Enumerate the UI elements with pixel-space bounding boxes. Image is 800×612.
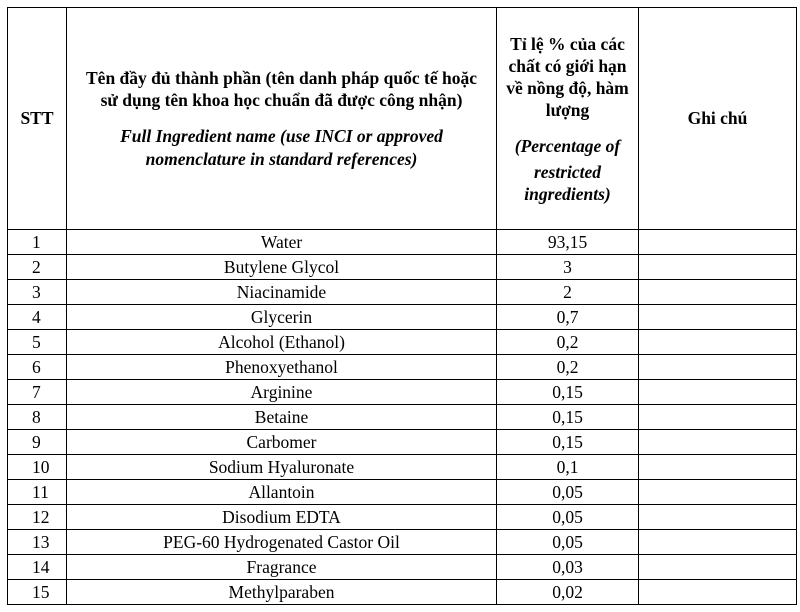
cell-note: [639, 480, 797, 505]
cell-ingredient-name: Carbomer: [67, 430, 497, 455]
cell-ingredient-name: Niacinamide: [67, 280, 497, 305]
header-ingredient-name-en: Full Ingredient name (use INCI or approved nomenclature in standard references): [120, 125, 443, 169]
table-header: [8, 8, 797, 230]
cell-note: [639, 580, 797, 605]
table-row: [8, 505, 797, 530]
table-row: [8, 355, 797, 380]
cell-note: [639, 380, 797, 405]
header-row: [8, 8, 797, 230]
cell-percentage: 0,05: [497, 480, 639, 505]
cell-ingredient-name: Water: [67, 230, 497, 255]
table-row: [8, 405, 797, 430]
cell-stt: 5: [8, 330, 67, 355]
cell-percentage: 0,1: [497, 455, 639, 480]
cell-ingredient-name: PEG-60 Hydrogenated Castor Oil: [67, 530, 497, 555]
table-body: [8, 230, 797, 605]
cell-percentage: 93,15: [497, 230, 639, 255]
table-row: [8, 530, 797, 555]
header-percentage: [497, 8, 639, 230]
cell-percentage: 0,2: [497, 330, 639, 355]
table-row: [8, 480, 797, 505]
cell-stt: 7: [8, 380, 67, 405]
cell-stt: 14: [8, 555, 67, 580]
table-row: [8, 580, 797, 605]
cell-note: [639, 555, 797, 580]
cell-stt: 1: [8, 230, 67, 255]
cell-stt: 9: [8, 430, 67, 455]
header-stt: STT: [8, 8, 67, 230]
cell-note: [639, 230, 797, 255]
header-percentage-en-line1: (Percentage of: [514, 135, 621, 156]
cell-ingredient-name: Butylene Glycol: [67, 255, 497, 280]
cell-percentage: 0,02: [497, 580, 639, 605]
table-row: [8, 280, 797, 305]
table-row: [8, 255, 797, 280]
table-row: [8, 330, 797, 355]
cell-note: [639, 430, 797, 455]
cell-percentage: 0,15: [497, 430, 639, 455]
cell-stt: 13: [8, 530, 67, 555]
cell-percentage: 0,05: [497, 530, 639, 555]
cell-stt: 3: [8, 280, 67, 305]
cell-stt: 6: [8, 355, 67, 380]
cell-percentage: 0,15: [497, 405, 639, 430]
cell-percentage: 0,15: [497, 380, 639, 405]
cell-percentage: 0,7: [497, 305, 639, 330]
cell-note: [639, 280, 797, 305]
table-row: [8, 455, 797, 480]
cell-note: [639, 305, 797, 330]
header-ingredient-name: [67, 8, 497, 230]
cell-note: [639, 455, 797, 480]
cell-ingredient-name: Allantoin: [67, 480, 497, 505]
cell-stt: 8: [8, 405, 67, 430]
cell-ingredient-name: Arginine: [67, 380, 497, 405]
table-row: [8, 555, 797, 580]
cell-note: [639, 330, 797, 355]
cell-note: [639, 405, 797, 430]
cell-ingredient-name: Disodium EDTA: [67, 505, 497, 530]
cell-note: [639, 255, 797, 280]
header-percentage-en: [497, 131, 638, 205]
cell-ingredient-name: Sodium Hyaluronate: [67, 455, 497, 480]
cell-ingredient-name: Methylparaben: [67, 580, 497, 605]
cell-note: [639, 355, 797, 380]
ingredients-table: [7, 7, 797, 605]
cell-stt: 11: [8, 480, 67, 505]
cell-stt: 12: [8, 505, 67, 530]
cell-percentage: 0,2: [497, 355, 639, 380]
table-row: [8, 230, 797, 255]
cell-percentage: 0,03: [497, 555, 639, 580]
cell-ingredient-name: Phenoxyethanol: [67, 355, 497, 380]
table-row: [8, 430, 797, 455]
cell-percentage: 2: [497, 280, 639, 305]
cell-note: [639, 530, 797, 555]
header-percentage-en-line2: restricted ingredients): [524, 161, 611, 204]
cell-note: [639, 505, 797, 530]
cell-stt: 4: [8, 305, 67, 330]
cell-stt: 2: [8, 255, 67, 280]
cell-ingredient-name: Glycerin: [67, 305, 497, 330]
cell-percentage: 0,05: [497, 505, 639, 530]
cell-percentage: 3: [497, 255, 639, 280]
cell-ingredient-name: Fragrance: [67, 555, 497, 580]
cell-ingredient-name: Betaine: [67, 405, 497, 430]
table-row: [8, 380, 797, 405]
header-percentage-vn: Tỉ lệ % của các chất có giới hạn về nồng độ, hàm lượng: [506, 33, 629, 120]
table-row: [8, 305, 797, 330]
cell-stt: 10: [8, 455, 67, 480]
header-ingredient-name-vn: Tên đầy đủ thành phần (tên danh pháp quốc tế hoặc sử dụng tên khoa học chuẩn đã được công nhận): [86, 67, 477, 110]
header-note: Ghi chú: [639, 8, 797, 230]
cell-stt: 15: [8, 580, 67, 605]
cell-ingredient-name: Alcohol (Ethanol): [67, 330, 497, 355]
